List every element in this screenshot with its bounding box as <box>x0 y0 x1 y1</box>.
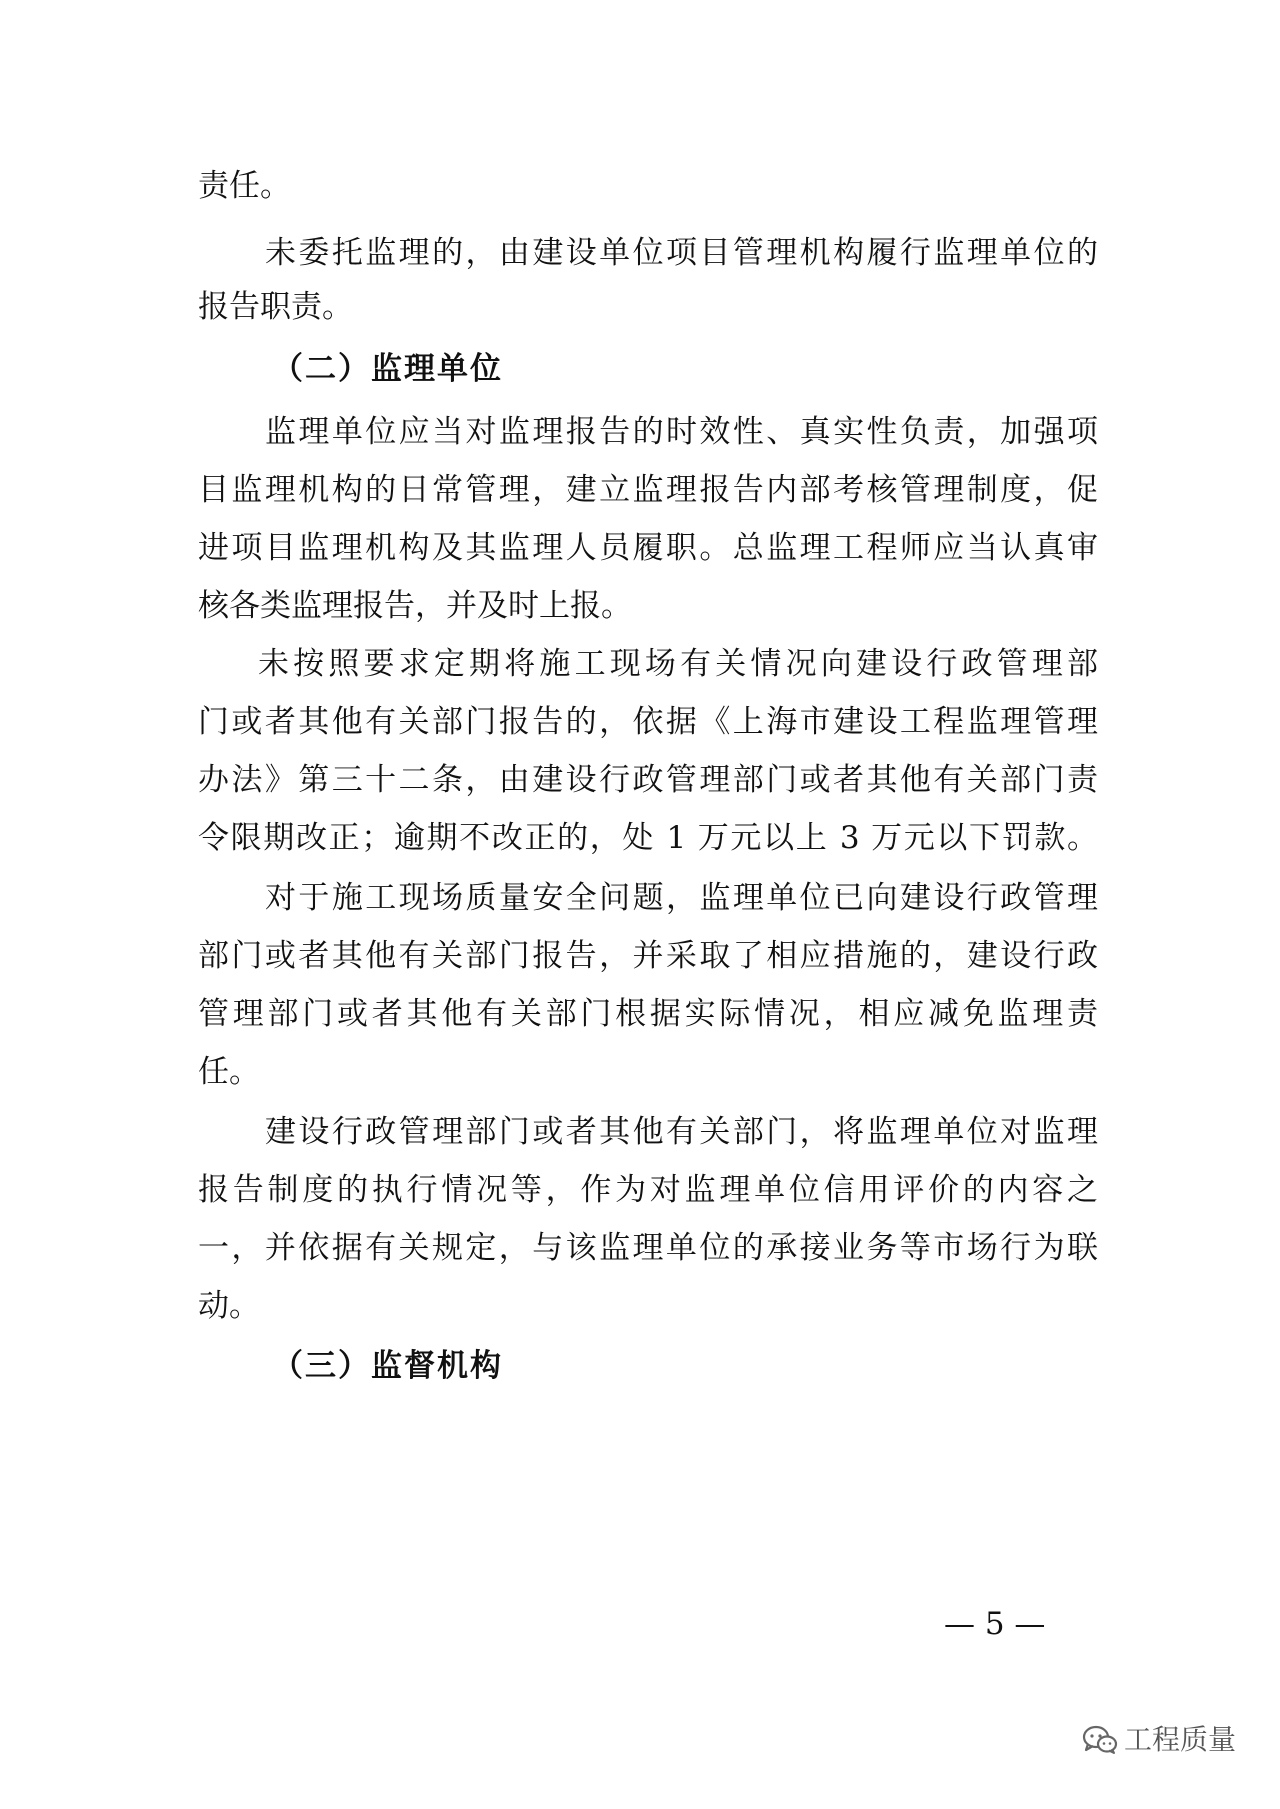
paragraph-line: 责任。 <box>198 168 291 204</box>
watermark-text: 工程质量 <box>1124 1723 1237 1756</box>
paragraph-line: 对于施工现场质量安全问题，监理单位已向建设行政管理 <box>265 880 1098 916</box>
paragraph-line: 报告制度的执行情况等，作为对监理单位信用评价的内容之 <box>198 1172 1098 1208</box>
paragraph-line: 核各类监理报告，并及时上报。 <box>198 588 632 624</box>
paragraph-line: 动。 <box>198 1288 260 1324</box>
paragraph-line: 报告职责。 <box>198 289 353 325</box>
paragraph-line: 进项目监理机构及其监理人员履职。总监理工程师应当认真审 <box>198 530 1098 566</box>
paragraph-line: 门或者其他有关部门报告的，依据《上海市建设工程监理管理 <box>198 704 1098 740</box>
paragraph-line: 办法》第三十二条，由建设行政管理部门或者其他有关部门责 <box>198 762 1098 798</box>
paragraph-line: 未委托监理的，由建设单位项目管理机构履行监理单位的 <box>265 235 1098 271</box>
watermark <box>1082 1722 1236 1758</box>
paragraph-line: 目监理机构的日常管理，建立监理报告内部考核管理制度，促 <box>198 472 1098 508</box>
paragraph-line: 管理部门或者其他有关部门根据实际情况，相应减免监理责 <box>198 996 1098 1032</box>
paragraph-line: 一，并依据有关规定，与该监理单位的承接业务等市场行为联 <box>198 1230 1098 1266</box>
paragraph-line: 建设行政管理部门或者其他有关部门，将监理单位对监理 <box>265 1114 1098 1150</box>
paragraph-line: 部门或者其他有关部门报告，并采取了相应措施的，建设行政 <box>198 938 1098 974</box>
paragraph-line: 任。 <box>198 1054 260 1090</box>
section-heading-supervision-unit: （二）监理单位 <box>272 351 503 387</box>
paragraph-line: 令限期改正；逾期不改正的，处 1 万元以上 3 万元以下罚款。 <box>198 820 1098 856</box>
page-number: — 5 — <box>944 1606 1046 1642</box>
wechat-icon <box>1082 1725 1118 1755</box>
section-heading-supervision-agency: （三）监督机构 <box>272 1348 503 1384</box>
paragraph-line: 监理单位应当对监理报告的时效性、真实性负责，加强项 <box>265 414 1098 450</box>
paragraph-line: 未按照要求定期将施工现场有关情况向建设行政管理部 <box>258 646 1098 682</box>
